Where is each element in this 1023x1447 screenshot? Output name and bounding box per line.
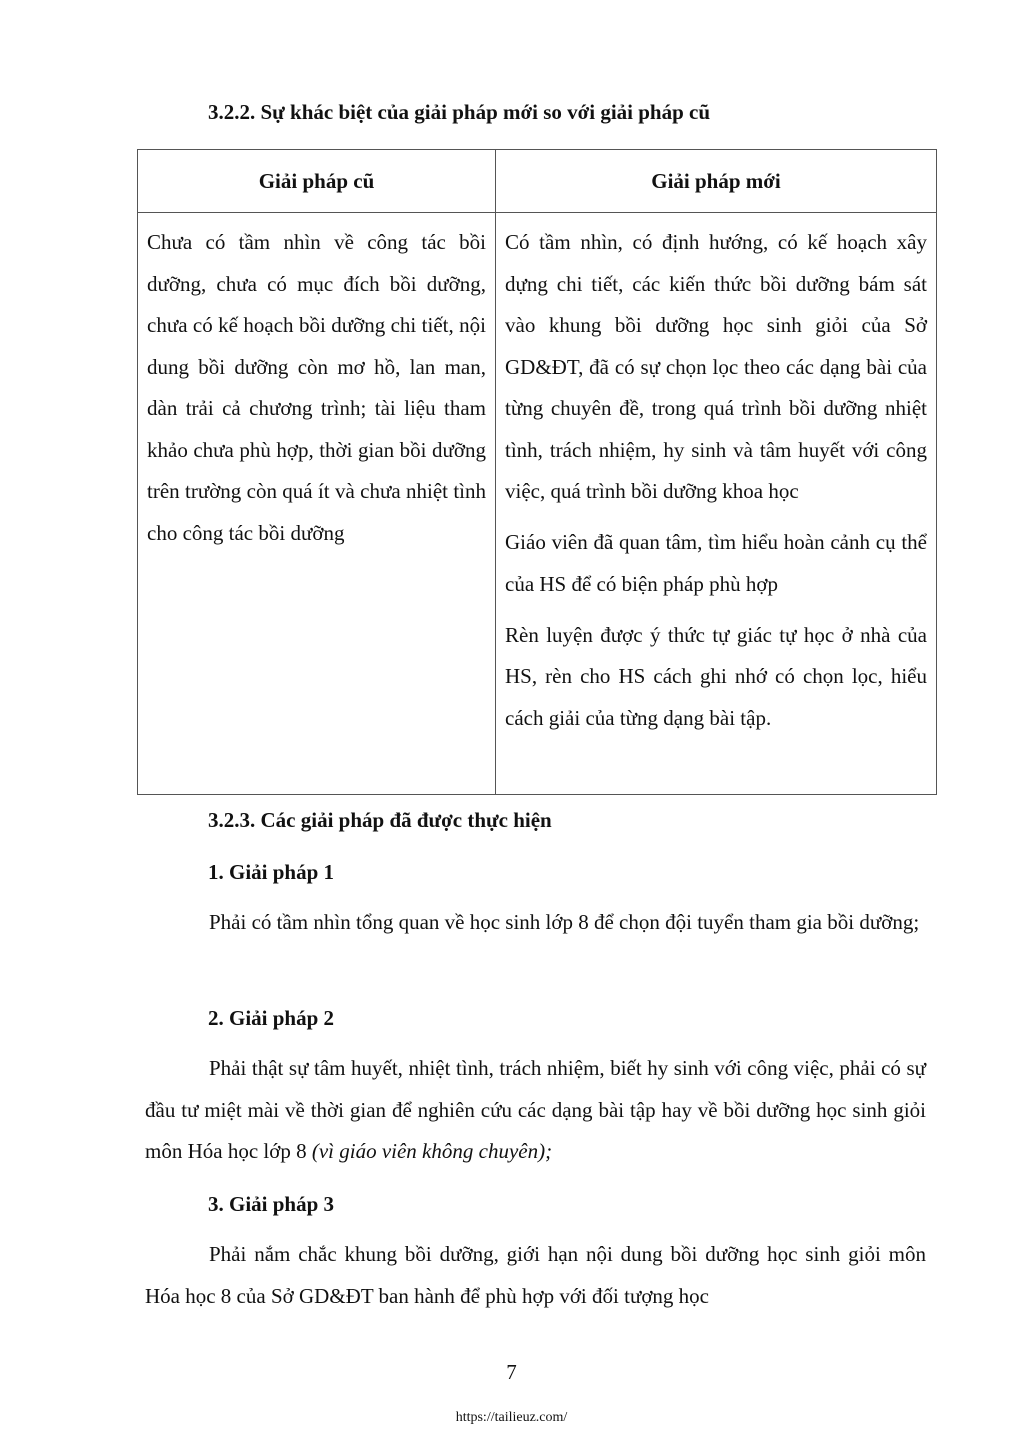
- table-row: [138, 213, 937, 795]
- solution-2-body: Phải thật sự tâm huyết, nhiệt tình, trách nhiệm, biết hy sinh với công việc, phải có sự đầu tư miệt mài về thời gian để nghiên cứu các dạng bài tập hay về bồi dưỡng học sinh giỏi môn Hóa học lớp 8: [145, 1056, 926, 1163]
- solution-2-italic-note: (vì giáo viên không chuyên);: [311, 1139, 553, 1163]
- solution-3-text: Phải nắm chắc khung bồi dưỡng, giới hạn nội dung bồi dưỡng học sinh giỏi môn Hóa học 8 của Sở GD&ĐT ban hành để phù hợp với đối tượng học: [145, 1242, 926, 1308]
- page-number: 7: [506, 1360, 517, 1384]
- old-solution-cell: [138, 213, 496, 795]
- footer-url[interactable]: https://tailieuz.com/: [455, 1410, 568, 1425]
- solution-1-title: 1. Giải pháp 1: [208, 860, 335, 884]
- solution-3-title: 3. Giải pháp 3: [208, 1192, 335, 1216]
- new-solution-cell: [496, 213, 937, 795]
- new-solution-para-3: Rèn luyện được ý thức tự giác tự học ở nhà của HS, rèn cho HS cách ghi nhớ có chọn lọc, hiểu cách giải của từng dạng bài tập.: [505, 622, 927, 730]
- new-solution-para-2: Giáo viên đã quan tâm, tìm hiểu hoàn cảnh cụ thể của HS để có biện pháp phù hợp: [505, 530, 927, 596]
- section-heading-323: 3.2.3. Các giải pháp đã được thực hiện: [208, 808, 552, 832]
- solution-2-text: [145, 1048, 926, 1173]
- old-solution-text: Chưa có tầm nhìn về công tác bồi dưỡng, chưa có mục đích bồi dưỡng, chưa có kế hoạch bồi dưỡng chi tiết, nội dung bồi dưỡng còn mơ hồ, lan man, dàn trải cả chương trình; tài liệu tham khảo chưa phù hợp, thời gian bồi dưỡng trên trường còn quá ít và chưa nhiệt tình cho công tác bồi dưỡng: [147, 230, 486, 545]
- section-heading-322: 3.2.2. Sự khác biệt của giải pháp mới so với giải pháp cũ: [208, 100, 711, 124]
- solution-1-text: Phải có tầm nhìn tổng quan về học sinh lớp 8 để chọn đội tuyển tham gia bồi dưỡng;: [209, 910, 920, 934]
- header-old-solution: Giải pháp cũ: [138, 150, 496, 213]
- solution-2-title: 2. Giải pháp 2: [208, 1006, 335, 1030]
- comparison-table: [137, 149, 937, 795]
- header-new-solution: Giải pháp mới: [496, 150, 937, 213]
- table-header-row: [138, 150, 937, 213]
- new-solution-para-1: Có tầm nhìn, có định hướng, có kế hoạch xây dựng chi tiết, các kiến thức bồi dưỡng bám sát vào khung bồi dưỡng học sinh giỏi của Sở GD&ĐT, đã có sự chọn lọc theo các dạng bài của từng chuyên đề, trong quá trình bồi dưỡng nhiệt tình, trách nhiệm, hy sinh và tâm huyết với công việc, quá trình bồi dưỡng khoa học: [505, 230, 927, 503]
